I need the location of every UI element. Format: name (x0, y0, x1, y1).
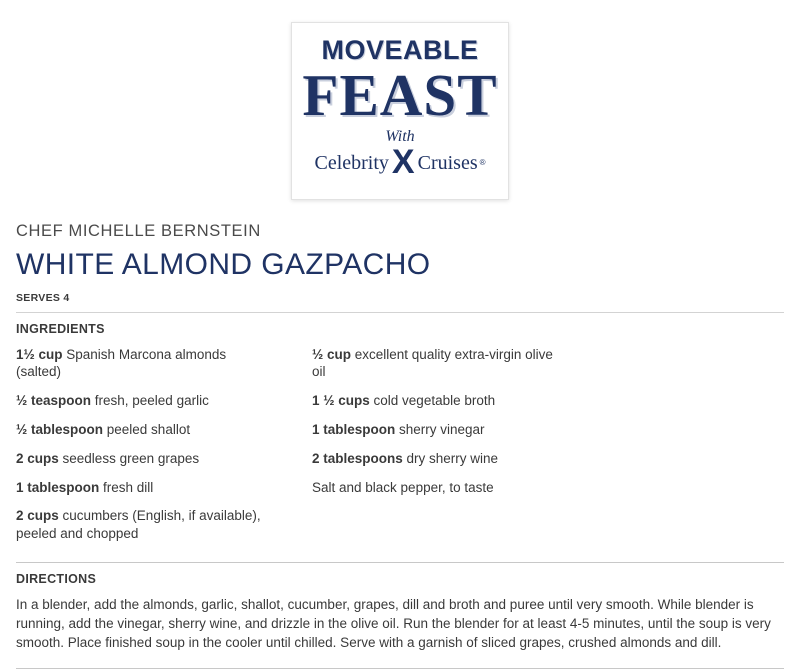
celebrity-x-icon: X (391, 143, 415, 181)
registered-trademark-icon: ® (479, 158, 486, 168)
ingredient-text: cold vegetable broth (369, 393, 496, 409)
ingredient-quantity: ½ teaspoon (16, 393, 92, 409)
logo-with-text: With (385, 128, 415, 145)
ingredient-quantity: ½ tablespoon (16, 421, 104, 437)
ingredient-text: dry sherry wine (402, 450, 499, 466)
page-title: WHITE ALMOND GAZPACHO (16, 248, 431, 281)
ingredient-quantity: 1½ cup (16, 346, 63, 362)
list-item (312, 450, 562, 468)
list-item (16, 479, 266, 497)
ingredient-text: Spanish Marcona almonds (salted) (16, 346, 227, 380)
directions-text: In a blender, add the almonds, garlic, shallot, cucumber, grapes, dill and broth and puree until very smooth. While blender is running, add the vinegar, sherry wine, and drizzle in the olive oil. Run the blender for at least 4-5 minutes, until the soup is very smooth. Place finished soup in the cooler until chilled. Serve with a garnish of sliced grapes, crushed almonds and dill. (16, 597, 771, 651)
ingredient-quantity: 1 tablespoon (312, 421, 396, 437)
ingredients-column-right (312, 346, 562, 555)
divider-above-ingredients (16, 312, 784, 313)
logo-moveable-text: MOVEABLE (321, 35, 479, 65)
ingredient-text: fresh, peeled garlic (91, 393, 209, 409)
ingredient-text: fresh dill (99, 479, 154, 495)
logo-container (16, 0, 784, 200)
logo-cruises-text: Cruises (417, 151, 478, 174)
directions-heading: DIRECTIONS (16, 572, 97, 586)
ingredient-quantity: 1 tablespoon (16, 479, 100, 495)
list-item (16, 392, 266, 410)
ingredient-quantity: 2 cups (16, 450, 59, 466)
ingredient-quantity: 2 cups (16, 508, 59, 524)
ingredients-column-left (16, 346, 266, 555)
moveable-feast-logo (291, 22, 509, 200)
chef-name: CHEF MICHELLE BERNSTEIN (16, 222, 261, 240)
ingredients-heading: INGREDIENTS (16, 321, 105, 336)
ingredient-text: seedless green grapes (58, 450, 200, 466)
ingredient-quantity: 2 tablespoons (312, 450, 403, 466)
list-item (16, 507, 266, 543)
list-item (16, 346, 266, 382)
list-item (312, 479, 562, 497)
logo-celebrity-text: Celebrity (314, 151, 389, 174)
list-item (312, 346, 562, 382)
ingredient-text: sherry vinegar (395, 421, 485, 437)
ingredient-quantity: ½ cup (312, 346, 352, 362)
ingredient-text: excellent quality extra-virgin olive oil (312, 346, 553, 380)
divider-above-directions (16, 562, 784, 563)
list-item (312, 392, 562, 410)
list-item (312, 421, 562, 439)
ingredient-quantity: 1 ½ cups (312, 393, 370, 409)
serves-label: SERVES 4 (16, 291, 70, 304)
list-item (16, 450, 266, 468)
ingredient-text: cucumbers (English, if available), peeled and chopped (16, 508, 261, 542)
celebrity-cruises-lockup (314, 143, 486, 181)
ingredient-text: peeled shallot (103, 421, 191, 437)
list-item (16, 421, 266, 439)
ingredients-columns (16, 346, 784, 555)
logo-feast-text: FEAST (302, 62, 498, 128)
ingredient-text: Salt and black pepper, to taste (312, 479, 494, 495)
